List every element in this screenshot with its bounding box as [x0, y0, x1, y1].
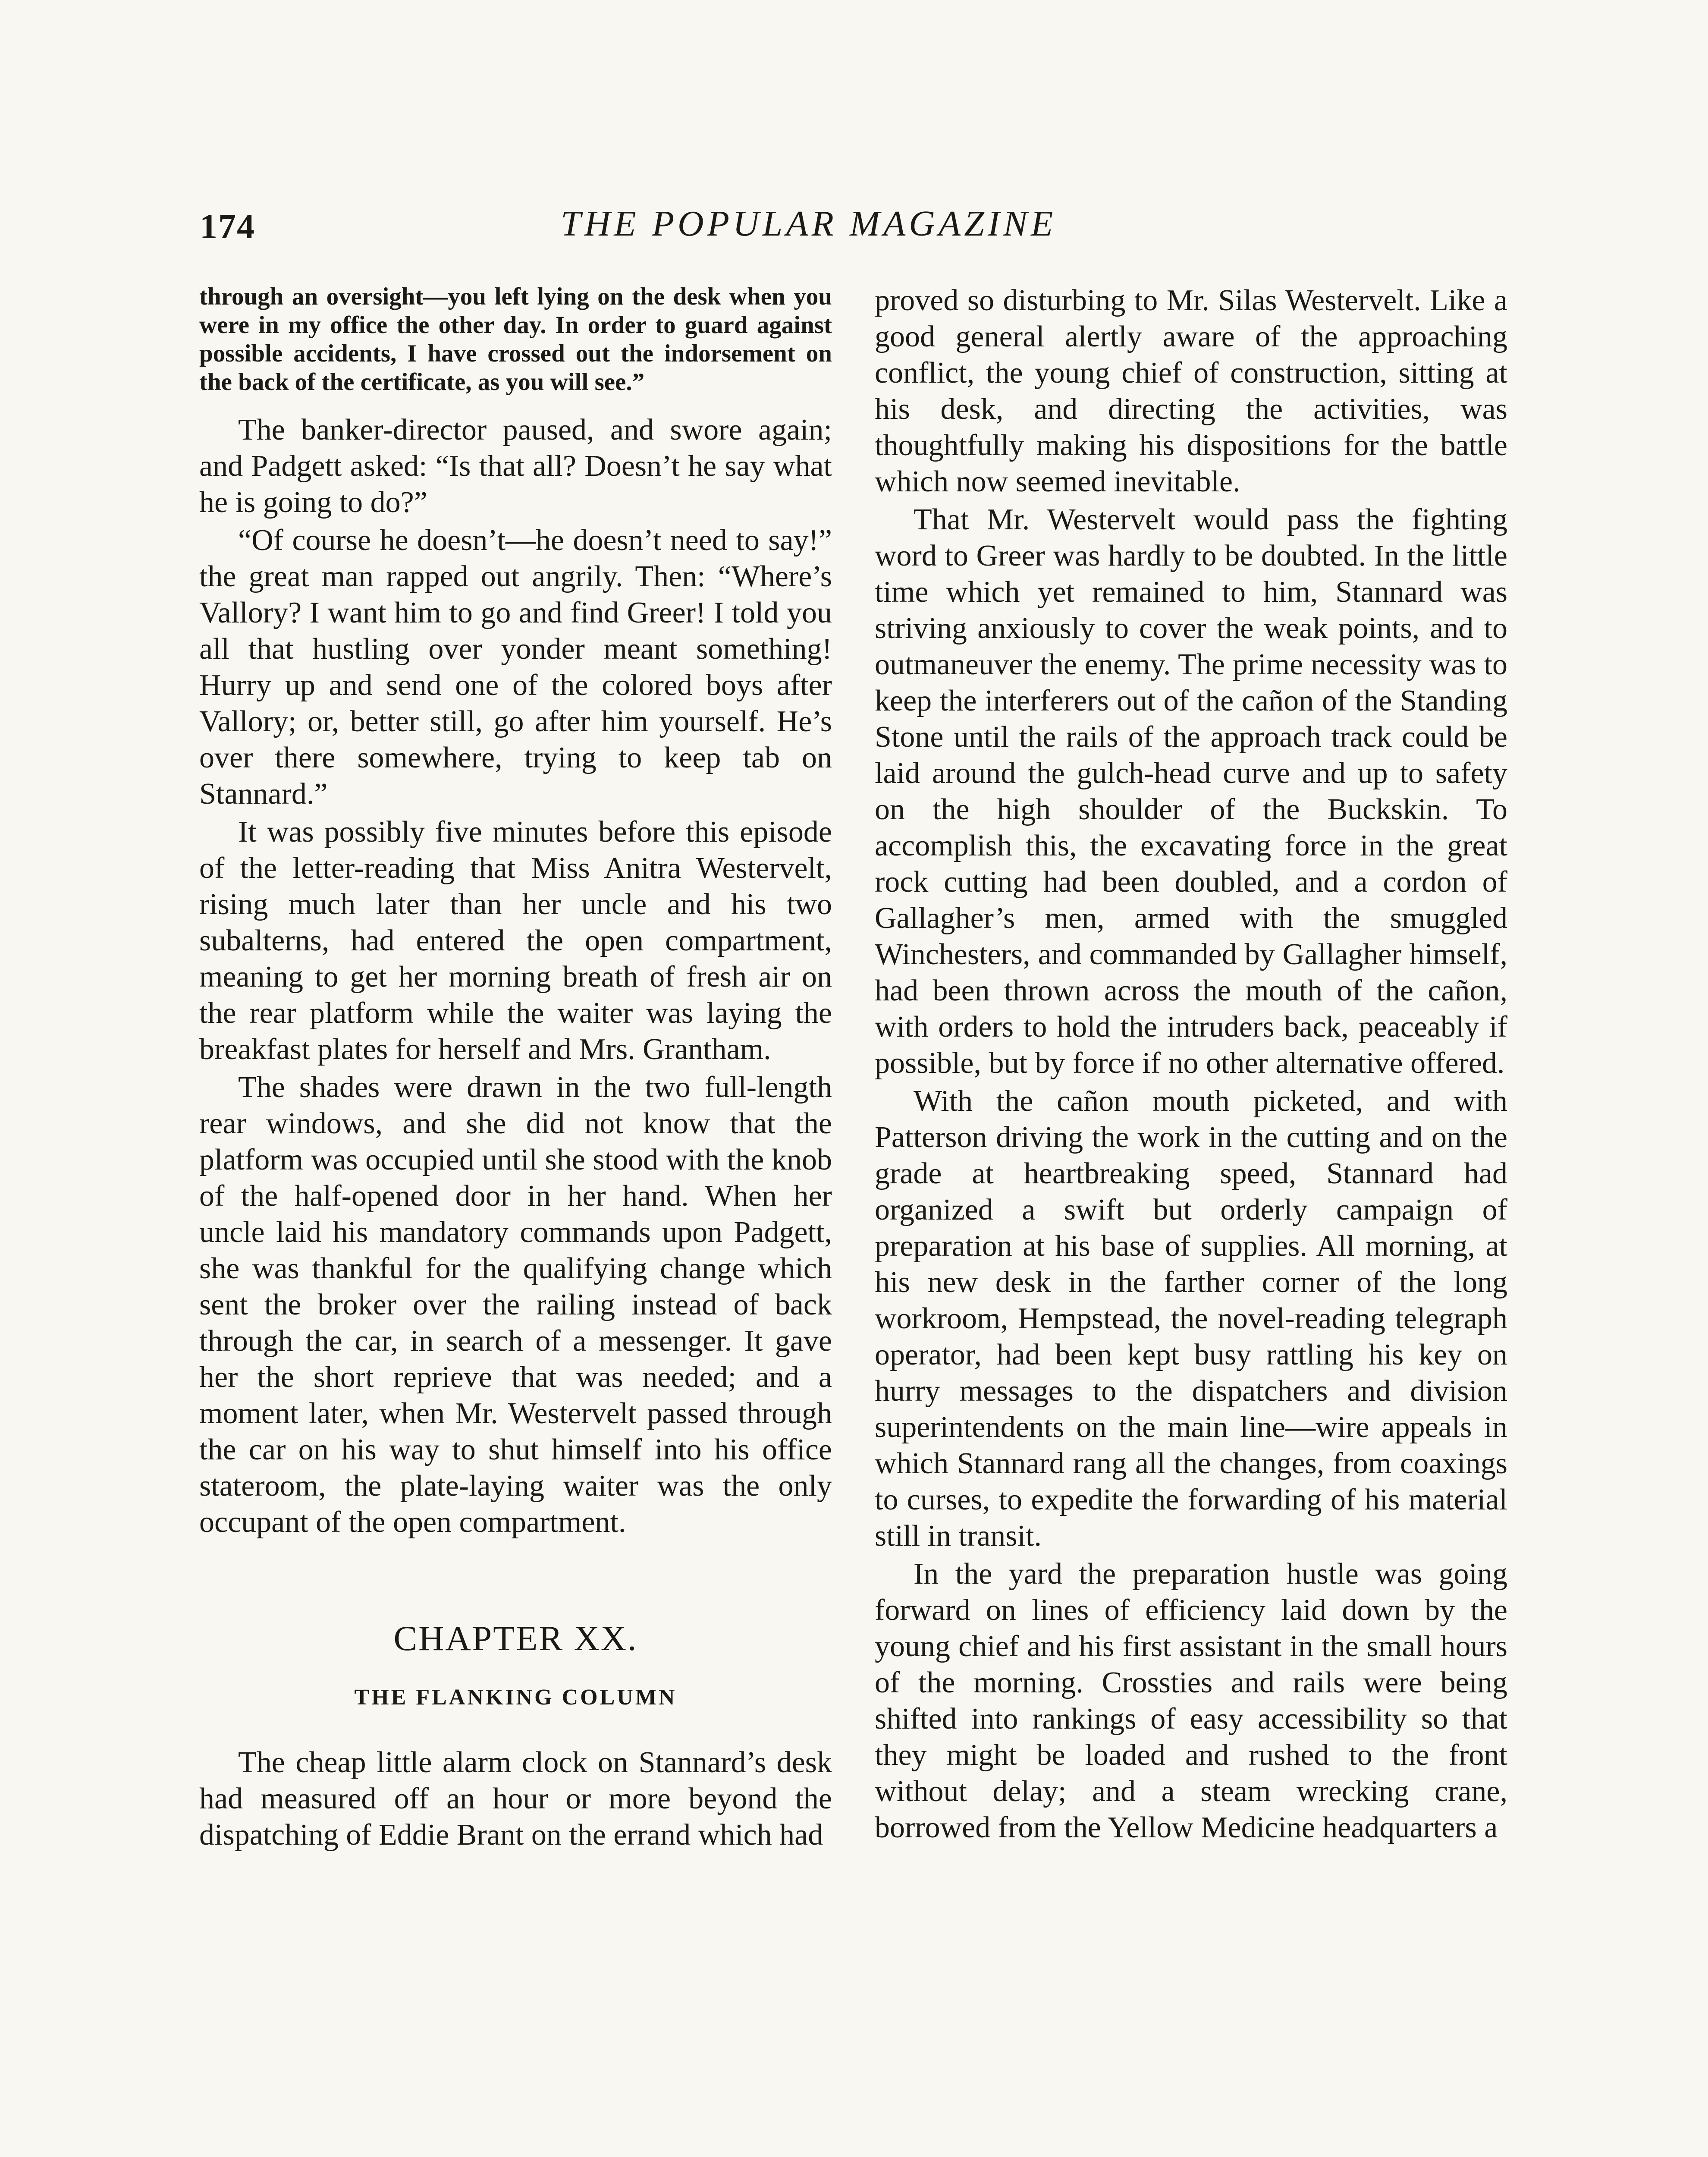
paragraph: That Mr. Westervelt would pass the fighting word to Greer was hardly to be doubted. In the little time which yet remained to him, Stannard was striving anxiously to cover the weak points, and to outmaneuver the enemy. The prime necessity was to keep the interferers out of the cañon of the Standing Stone until the rails of the approach track could be laid around the gulch-head curve and up to safety on the high shoulder of the Buckskin. To accomplish this, the excavating force in the great rock cutting had been doubled, and a cordon of Gallagher’s men, armed with the smuggled Winchesters, and commanded by Gallagher himself, had been thrown across the mouth of the cañon, with orders to hold the intruders back, peaceably if possible, but by force if no other alternative offered.	[875, 503, 1507, 1080]
paragraph: The banker-director paused, and swore again; and Padgett asked: “Is that all? Doesn’t he say what he is going to do?”	[199, 413, 832, 519]
paragraph: proved so disturbing to Mr. Silas Westervelt. Like a good general alertly aware of the approaching conflict, the young chief of construction, sitting at his desk, and directing the activities, was thoughtfully making his dispositions for the battle which now seemed inevitable.	[875, 284, 1507, 498]
page-number: 174	[200, 207, 255, 246]
paragraph: With the cañon mouth picketed, and with Patterson driving the work in the cutting and on the grade at heartbreaking speed, Stannard had organized a swift but orderly campaign of preparation at his base of supplies. All morning, at his new desk in the farther corner of the long workroom, Hempstead, the novel-reading telegraph operator, had been kept busy rattling his key on hurry messages to the dispatchers and division superintendents on the main line—wire appeals in which Stannard rang all the changes, from coaxings to curses, to expedite the forwarding of his material still in transit.	[875, 1085, 1507, 1553]
letter-excerpt: through an oversight—you left lying on the desk when you were in my office the other day. In order to guard against possible accidents, I have crossed out the indorsement on the back of the certificate, as you will see.”	[199, 283, 832, 396]
right-column	[875, 283, 1507, 1846]
paragraph: It was possibly five minutes before this episode of the letter-reading that Miss Anitra Westervelt, rising much later than her uncle and his two subalterns, had entered the open compartment, meaning to get her morning breath of fresh air on the rear platform while the waiter was laying the breakfast plates for herself and Mrs. Grantham.	[199, 815, 832, 1066]
paragraph: In the yard the preparation hustle was going forward on lines of efficiency laid down by the young chief and his first assistant in the small hours of the morning. Crossties and rails were being shifted into rankings of easy accessibility so that they might be loaded and rushed to the front without delay; and a steam wrecking crane, borrowed from the Yellow Medicine headquarters a	[875, 1557, 1507, 1844]
chapter-subtitle: THE FLANKING COLUMN	[354, 1685, 677, 1710]
paragraph: “Of course he doesn’t—he doesn’t need to say!” the great man rapped out angrily. Then: “Where’s Vallory? I want him to go and find Greer! I told you all that hustling over yonder meant something! Hurry up and send one of the colored boys after Vallory; or, better still, go after him yourself. He’s over there somewhere, trying to keep tab on Stannard.”	[199, 524, 832, 811]
running-head: THE POPULAR MAGAZINE	[561, 204, 1057, 244]
paragraph: The shades were drawn in the two full-length rear windows, and she did not know that the platform was occupied until she stood with the knob of the half-opened door in her hand. When her uncle laid his mandatory commands upon Padgett, she was thankful for the qualifying change which sent the broker over the railing instead of back through the car, in search of a messenger. It gave her the short reprieve that was needed; and a moment later, when Mr. Westervelt passed through the car on his way to shut himself into his office stateroom, the plate-laying waiter was the only occupant of the open compartment.	[199, 1071, 832, 1539]
left-column	[199, 283, 832, 1853]
chapter-title: CHAPTER XX.	[393, 1619, 638, 1658]
paragraph: The cheap little alarm clock on Stannard’s desk had measured off an hour or more beyond the dispatching of Eddie Brant on the errand which had	[199, 1746, 832, 1852]
